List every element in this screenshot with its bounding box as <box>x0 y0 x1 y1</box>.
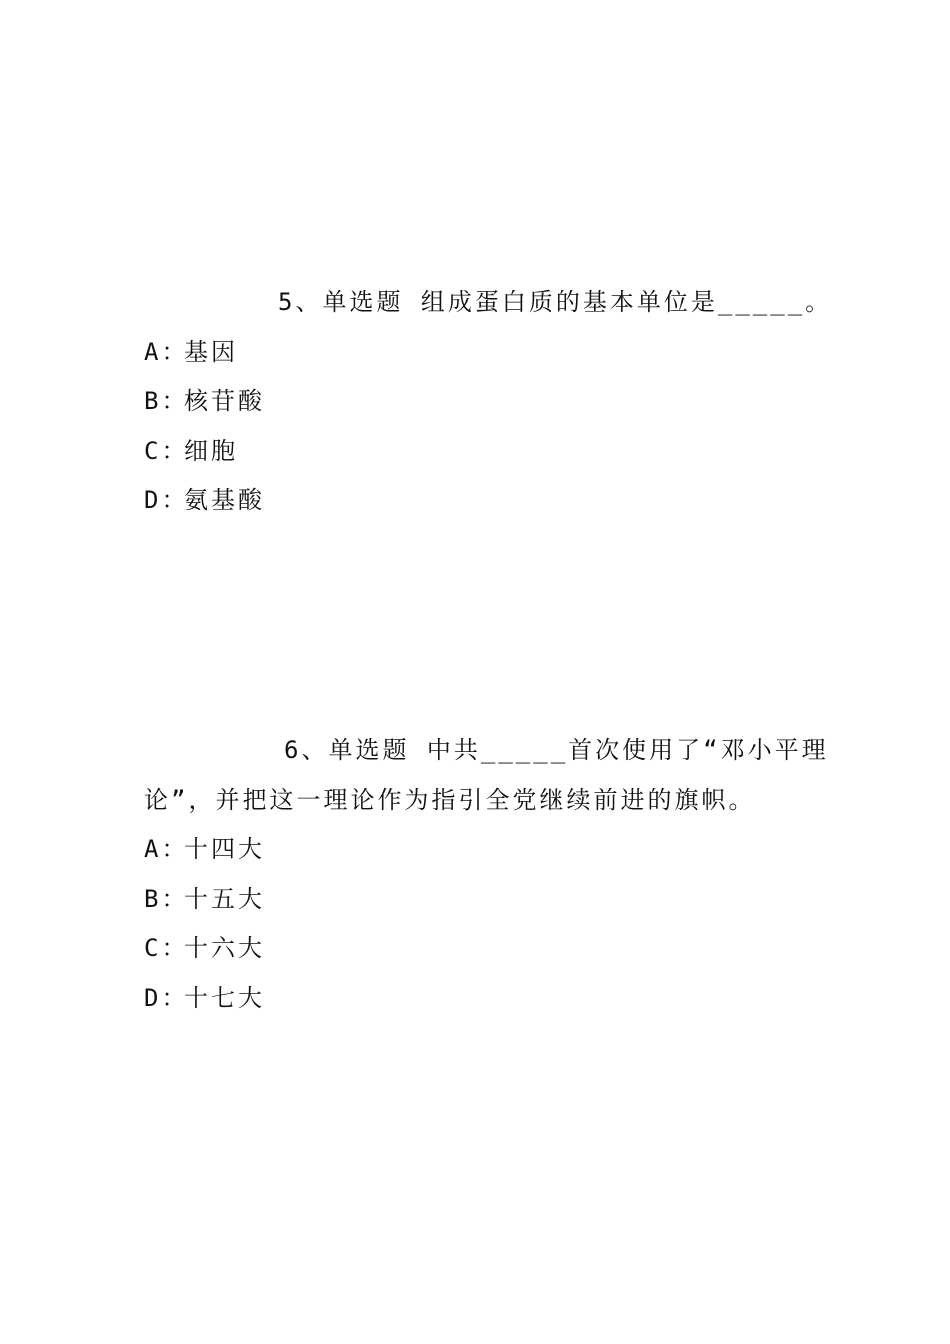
option-text: 十六大 <box>184 934 265 962</box>
option-key: D： <box>144 984 189 1012</box>
option-text: 十四大 <box>184 835 265 863</box>
question-6-option-b <box>144 884 265 914</box>
option-key: C： <box>144 934 189 962</box>
question-5-option-a <box>144 337 238 367</box>
question-5-stem: 5、单选题 组成蛋白质的基本单位是_____。 <box>278 288 833 316</box>
question-6-option-c <box>144 933 265 963</box>
option-text: 十七大 <box>184 984 265 1012</box>
option-key: A： <box>144 835 189 863</box>
question-6-option-d <box>144 983 265 1013</box>
option-key: C： <box>144 437 189 465</box>
option-text: 基因 <box>184 338 238 366</box>
option-text: 核苷酸 <box>184 387 265 415</box>
option-key: A： <box>144 338 189 366</box>
option-text: 氨基酸 <box>184 486 265 514</box>
question-6-stem-line2: 论”，并把这一理论作为指引全党继续前进的旗帜。 <box>144 786 756 814</box>
option-text: 十五大 <box>184 885 265 913</box>
question-5-option-d <box>144 485 265 515</box>
option-key: D： <box>144 486 189 514</box>
question-6-option-a <box>144 834 265 864</box>
option-text: 细胞 <box>184 437 238 465</box>
option-key: B： <box>144 387 189 415</box>
question-6-stem-line1: 6、单选题 中共_____首次使用了“邓小平理 <box>284 736 829 764</box>
question-5-option-b <box>144 386 265 416</box>
question-5-option-c <box>144 436 238 466</box>
option-key: B： <box>144 885 189 913</box>
